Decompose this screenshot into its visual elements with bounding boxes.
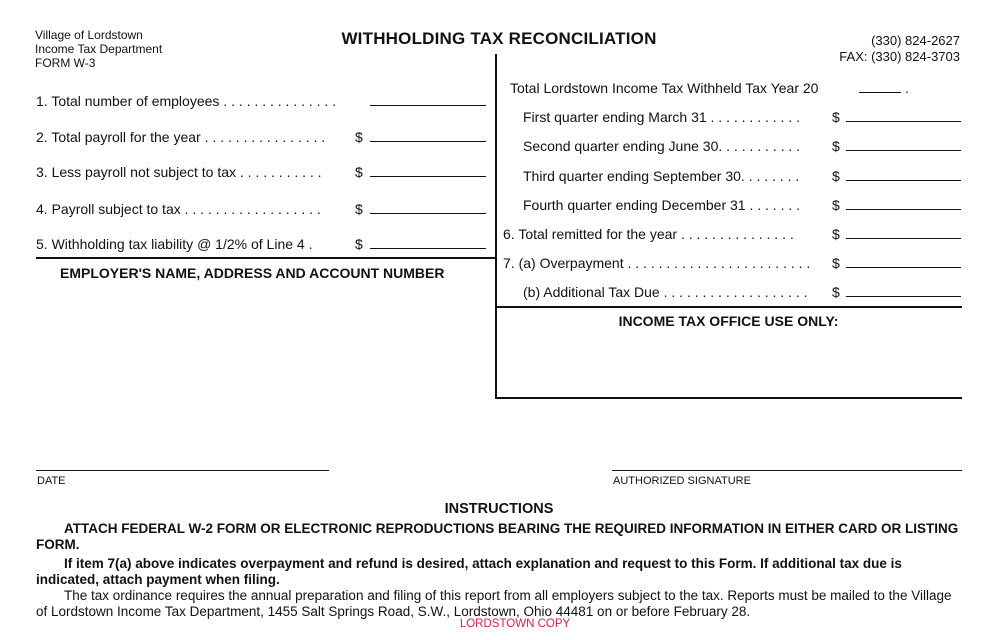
instructions-p1: ATTACH FEDERAL W-2 FORM OR ELECTRONIC REPRODUCTIONS BEARING THE REQUIRED INFORMATION IN EITHER CARD OR LISTING FORM. [36, 521, 959, 552]
line-4-field[interactable] [370, 213, 486, 214]
line-1-label: 1. Total number of employees . . . . . . . . . . . . . . . [36, 93, 337, 109]
line-7a-dollar: $ [832, 255, 840, 271]
signature-field[interactable] [612, 470, 962, 471]
line-6-dollar: $ [832, 226, 840, 242]
instructions-p3: The tax ordinance requires the annual preparation and filing of this report from all employers subject to the tax. Reports must be mailed to the Village of Lordstown Income Tax Department, 1455 Salt Springs Road, S.W., Lordstown, Ohio 44481 on or before February 28. [36, 588, 952, 619]
line-1-field[interactable] [370, 105, 486, 106]
fax-number: FAX: (330) 824-3703 [839, 49, 960, 64]
q2-dollar: $ [832, 138, 840, 154]
line-2-label: 2. Total payroll for the year . . . . . . . . . . . . . . . . [36, 129, 326, 145]
date-label: DATE [37, 475, 66, 487]
line-7b-field[interactable] [846, 296, 961, 297]
line-3-dollar: $ [355, 164, 363, 180]
office-use-top-rule [495, 306, 962, 308]
org-department: Income Tax Department [35, 42, 163, 56]
line-6-field[interactable] [846, 238, 961, 239]
left-divider [36, 257, 496, 259]
phone-number: (330) 824-2627 [871, 33, 960, 48]
q4-field[interactable] [846, 209, 961, 210]
line-7b-dollar: $ [832, 284, 840, 300]
line-7b-label: (b) Additional Tax Due . . . . . . . . . . . . . . . . . . . [523, 284, 808, 300]
q2-label: Second quarter ending June 30. . . . . . . . . . . [523, 138, 801, 154]
office-use-heading: INCOME TAX OFFICE USE ONLY: [618, 313, 839, 329]
copy-label: LORDSTOWN COPY [459, 618, 571, 630]
org-name: Village of Lordstown [35, 28, 143, 42]
signature-label: AUTHORIZED SIGNATURE [613, 475, 751, 487]
q1-field[interactable] [846, 121, 961, 122]
line-6-label: 6. Total remitted for the year . . . . . . . . . . . . . . . [503, 226, 794, 242]
q4-label: Fourth quarter ending December 31 . . . . . . . [523, 197, 801, 213]
tax-year-field[interactable] [859, 92, 901, 93]
line-7a-field[interactable] [846, 267, 961, 268]
instructions-heading: INSTRUCTIONS [444, 501, 554, 517]
line-5-dollar: $ [355, 236, 363, 252]
employer-heading: EMPLOYER'S NAME, ADDRESS AND ACCOUNT NUMBER [60, 265, 445, 281]
total-withheld-heading: Total Lordstown Income Tax Withheld Tax Year 20 [510, 80, 819, 96]
line-5-field[interactable] [370, 248, 486, 249]
form-id: FORM W-3 [35, 56, 96, 70]
center-divider [495, 54, 497, 399]
employer-info-area[interactable] [36, 285, 494, 455]
line-2-field[interactable] [370, 141, 486, 142]
line-3-label: 3. Less payroll not subject to tax . . . . . . . . . . . [36, 164, 322, 180]
line-5-label: 5. Withholding tax liability @ 1/2% of Line 4 . [36, 236, 313, 252]
form-title: WITHHOLDING TAX RECONCILIATION [341, 29, 657, 48]
q2-field[interactable] [846, 150, 961, 151]
q1-label: First quarter ending March 31 . . . . . . . . . . . . [523, 109, 800, 125]
line-2-dollar: $ [355, 129, 363, 145]
q3-field[interactable] [846, 180, 961, 181]
date-field[interactable] [36, 470, 329, 471]
office-use-bottom-rule [495, 397, 962, 399]
tax-year-period: . [905, 80, 909, 96]
line-4-dollar: $ [355, 201, 363, 217]
q3-dollar: $ [832, 168, 840, 184]
line-7a-label: 7. (a) Overpayment . . . . . . . . . . . . . . . . . . . . . . . . [503, 255, 811, 271]
line-4-label: 4. Payroll subject to tax . . . . . . . . . . . . . . . . . . [36, 201, 321, 217]
q4-dollar: $ [832, 197, 840, 213]
line-3-field[interactable] [370, 176, 486, 177]
q3-label: Third quarter ending September 30. . . . . . . . [523, 168, 800, 184]
q1-dollar: $ [832, 109, 840, 125]
instructions-p2: If item 7(a) above indicates overpayment and refund is desired, attach explanation and request to this Form. If additional tax due is indicated, attach payment when filing. [36, 556, 902, 587]
